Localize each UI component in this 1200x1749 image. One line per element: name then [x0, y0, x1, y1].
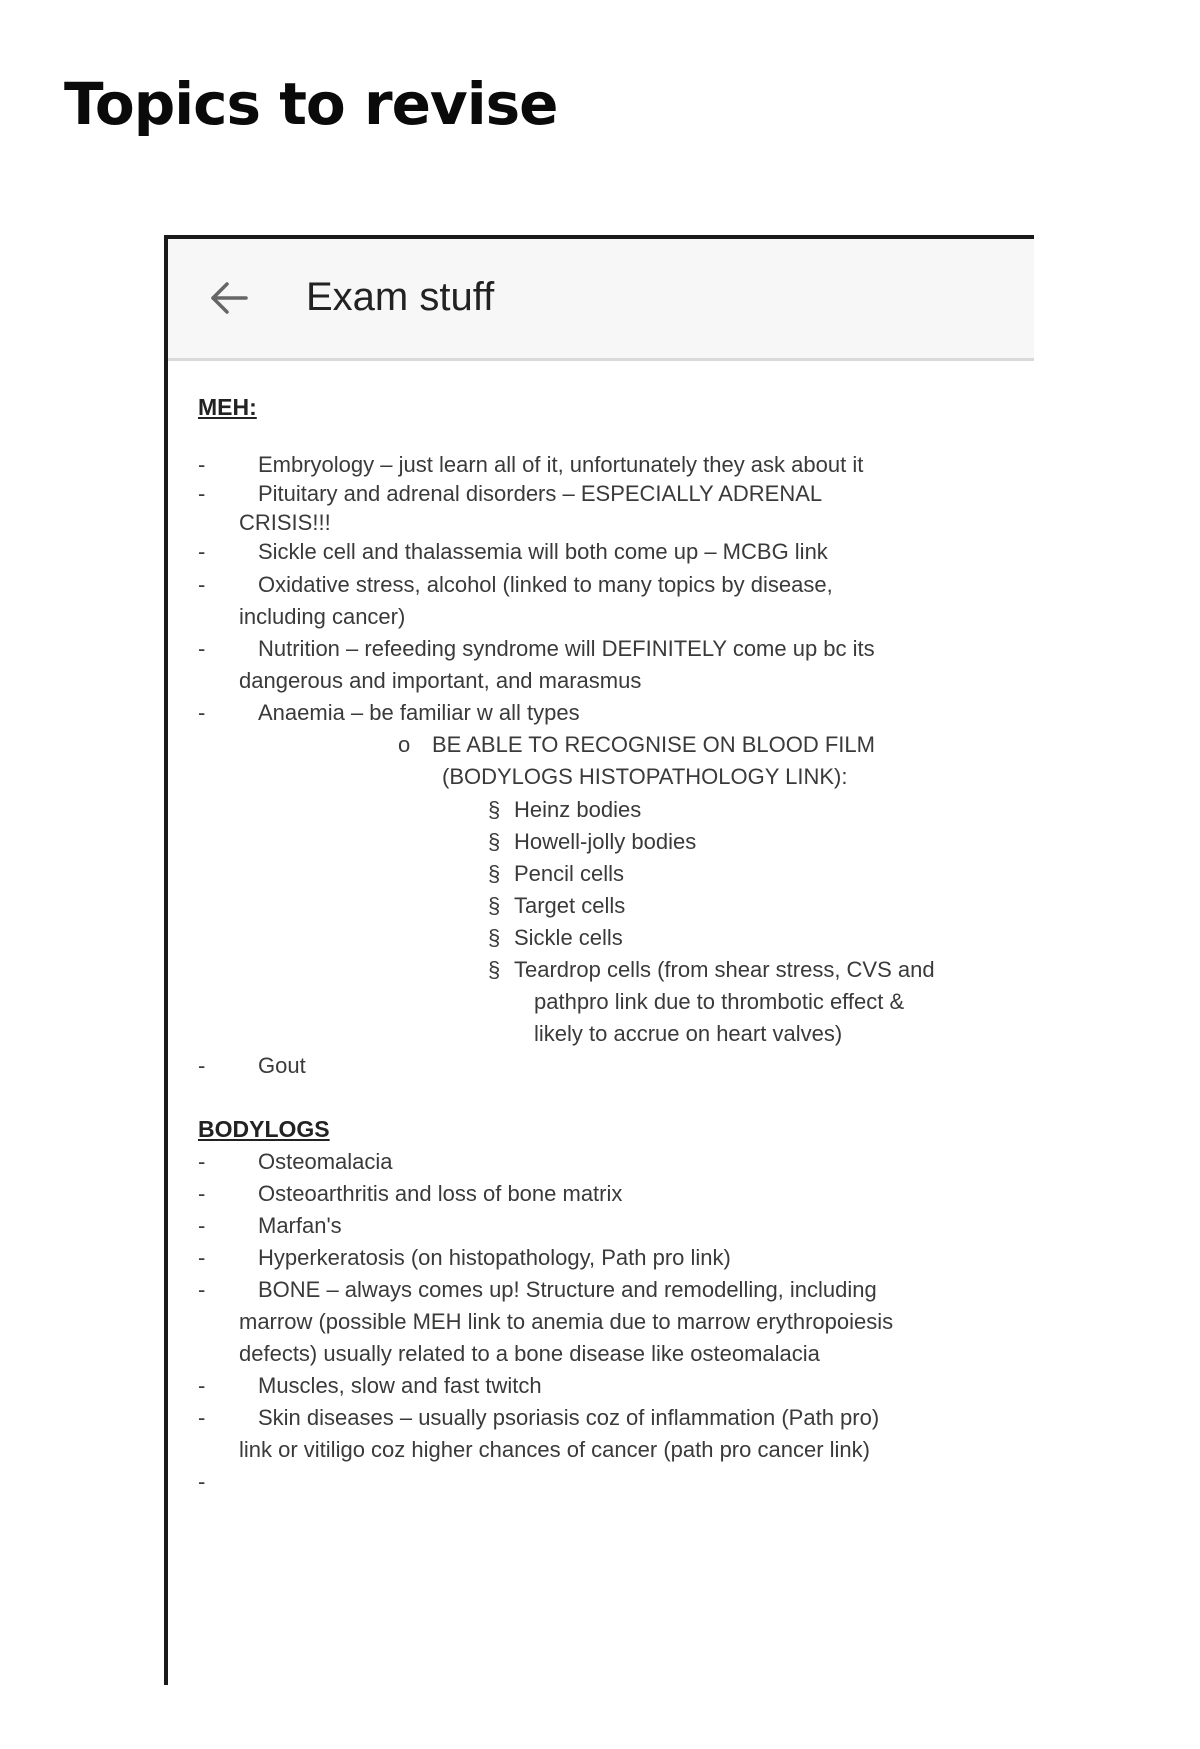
list-item-text: pathpro link due to thrombotic effect & [534, 989, 905, 1014]
section-heading-meh: MEH: [198, 394, 257, 420]
list-item-text: Skin diseases – usually psoriasis coz of inflammation (Path pro) [258, 1405, 880, 1430]
list-item-text: CRISIS!!! [239, 510, 331, 535]
list-item-text: Pituitary and adrenal disorders – ESPECIALLY ADRENAL [258, 481, 823, 506]
list-bullet: - [198, 452, 206, 477]
list-bullet: § [488, 893, 501, 918]
list-item-text: Embryology – just learn all of it, unfortunately they ask about it [258, 452, 864, 477]
list-bullet: § [488, 861, 501, 886]
list-item-text: Pencil cells [514, 861, 625, 886]
list-item-text: Target cells [514, 893, 626, 918]
list-item-text: Teardrop cells (from shear stress, CVS and [514, 957, 935, 982]
list-bullet: - [198, 1373, 206, 1398]
list-bullet: - [198, 1181, 206, 1206]
list-item-text: Osteomalacia [258, 1149, 393, 1174]
page-title: Topics to revise [64, 70, 558, 138]
list-bullet: - [198, 572, 206, 597]
app-header [168, 239, 1034, 361]
list-item-text: Hyperkeratosis (on histopathology, Path pro link) [258, 1245, 731, 1270]
list-item-text: link or vitiligo coz higher chances of cancer (path pro cancer link) [239, 1437, 870, 1462]
list-bullet: - [198, 1053, 206, 1078]
list-bullet: § [488, 925, 501, 950]
list-item-text: likely to accrue on heart valves) [534, 1021, 843, 1046]
list-item-text: Osteoarthritis and loss of bone matrix [258, 1181, 623, 1206]
list-item-text: Howell-jolly bodies [514, 829, 697, 854]
list-item-text: BONE – always comes up! Structure and remodelling, including [258, 1277, 877, 1302]
list-item-text: Muscles, slow and fast twitch [258, 1373, 542, 1398]
list-bullet: - [198, 1245, 206, 1270]
list-bullet: - [198, 1149, 206, 1174]
list-item-text: (BODYLOGS HISTOPATHOLOGY LINK): [442, 764, 848, 789]
list-bullet: o [398, 732, 411, 757]
list-item-text: Heinz bodies [514, 797, 642, 822]
list-bullet: - [198, 636, 206, 661]
list-bullet: § [488, 829, 501, 854]
list-item-text: Gout [258, 1053, 306, 1078]
list-bullet: - [198, 700, 206, 725]
list-bullet: § [488, 797, 501, 822]
list-item-text: including cancer) [239, 604, 406, 629]
phone-screenshot-frame [164, 235, 1034, 1685]
list-item-text: Nutrition – refeeding syndrome will DEFINITELY come up bc its [258, 636, 875, 661]
list-bullet: - [198, 1405, 206, 1430]
list-item-text: dangerous and important, and marasmus [239, 668, 642, 693]
list-bullet: - [198, 1213, 206, 1238]
list-bullet: - [198, 481, 206, 506]
list-item-text: defects) usually related to a bone disease like osteomalacia [239, 1341, 820, 1366]
arrow-left-icon[interactable] [210, 281, 248, 315]
list-bullet: § [488, 957, 501, 982]
list-bullet: - [198, 1469, 206, 1494]
list-item-text: Marfan's [258, 1213, 342, 1238]
list-item-text: Sickle cell and thalassemia will both come up – MCBG link [258, 539, 828, 564]
list-item-text: marrow (possible MEH link to anemia due to marrow erythropoiesis [239, 1309, 894, 1334]
list-bullet: - [198, 539, 206, 564]
header-title: Exam stuff [306, 275, 495, 319]
list-item-text: Sickle cells [514, 925, 623, 950]
section-heading-bodylogs: BODYLOGS [198, 1116, 330, 1142]
list-item-text: Oxidative stress, alcohol (linked to many topics by disease, [258, 572, 833, 597]
list-item-text: Anaemia – be familiar w all types [258, 700, 580, 725]
list-item-text: BE ABLE TO RECOGNISE ON BLOOD FILM [432, 732, 875, 757]
list-bullet: - [198, 1277, 206, 1302]
